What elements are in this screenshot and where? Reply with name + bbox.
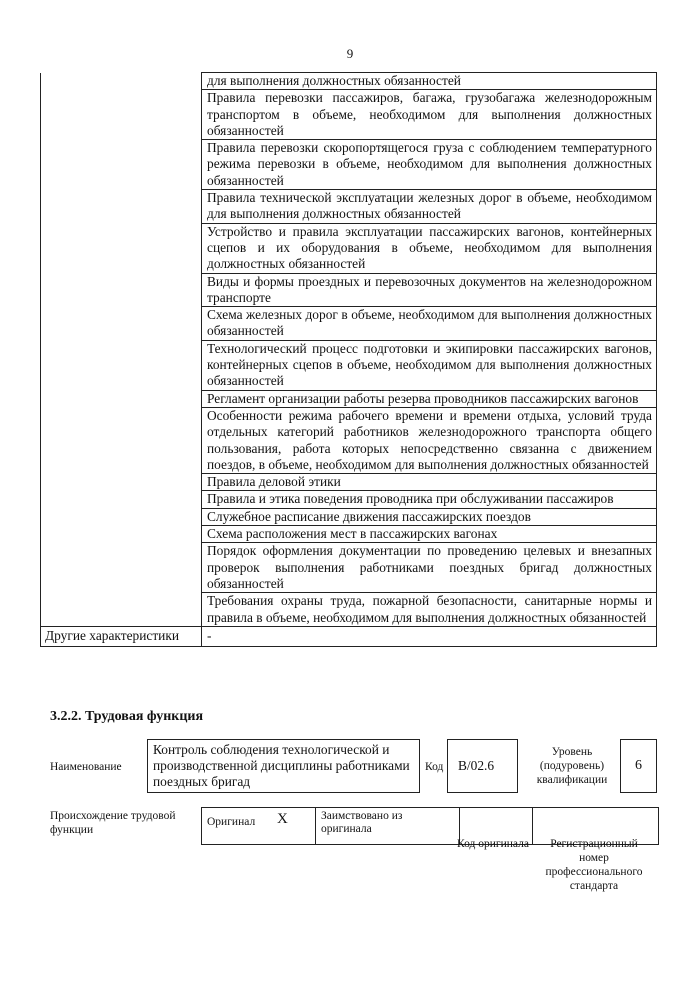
qualification-level-label: Уровень (подуровень) квалификации xyxy=(536,746,608,786)
row-label-cell xyxy=(41,73,202,627)
requirement-item: Служебное расписание движения пассажирских поездов xyxy=(202,508,657,525)
other-characteristics-value: - xyxy=(202,626,657,646)
section-title: 3.2.2. Трудовая функция xyxy=(50,709,204,724)
requirement-item: Порядок оформления документации по проведению целевых и внезапных проверок выполнения работниками поездных бригад должностных обязанностей xyxy=(202,543,657,593)
original-label: Оригинал xyxy=(202,808,273,845)
name-label: Наименование xyxy=(50,761,122,773)
requirement-item: Схема расположения мест в пассажирских вагонах xyxy=(202,526,657,543)
requirement-item: для выполнения должностных обязанностей xyxy=(202,73,657,90)
original-mark: X xyxy=(272,808,316,845)
qualification-level-value: 6 xyxy=(620,739,657,793)
requirement-item: Виды и формы проездных и перевозочных документов на железнодорожном транспорте xyxy=(202,273,657,307)
borrowed-label: Заимствовано из оригинала xyxy=(316,808,460,845)
requirement-item: Особенности режима рабочего времени и времени отдыха, условий труда отдельных категорий работников железнодорожного транспорта общего пользования, работа которых непосредственно связанна с движением поездов, в объеме, необходимом для выполнения должностных обязанностей xyxy=(202,407,657,473)
origin-label: Происхождение трудовой функции xyxy=(50,810,176,836)
requirement-item: Правила перевозки пассажиров, багажа, грузобагажа железнодорожным транспортом в объеме, необходимом для выполнения должностных обязанностей xyxy=(202,90,657,140)
table-row xyxy=(41,73,657,90)
requirement-item: Правила перевозки скоропортящегося груза с соблюдением температурного режима перевозки в объеме, необходимом для выполнения должностных обязанностей xyxy=(202,140,657,190)
function-name-value: Контроль соблюдения технологической и производственной дисциплины работниками поездных бригад xyxy=(147,739,420,793)
requirement-item: Требования охраны труда, пожарной безопасности, санитарные нормы и правила в объеме, необходимом для выполнения должностных обязанностей xyxy=(202,593,657,627)
page-number: 9 xyxy=(346,46,354,61)
original-code-note: Код оригинала xyxy=(457,838,529,850)
knowledge-requirements-table xyxy=(40,72,657,647)
requirement-item: Устройство и правила эксплуатации пассажирских вагонов, контейнерных сцепов и их оборудования в объеме, необходимом для выполнения должностных обязанностей xyxy=(202,223,657,273)
function-code-value: B/02.6 xyxy=(447,739,518,793)
code-label: Код xyxy=(425,761,444,773)
requirement-item: Технологический процесс подготовки и экипировки пассажирских вагонов, контейнерных сцепов в объеме, необходимом для выполнения должностных обязанностей xyxy=(202,340,657,390)
requirement-item: Схема железных дорог в объеме, необходимом для выполнения должностных обязанностей xyxy=(202,307,657,341)
requirement-item: Правила и этика поведения проводника при обслуживании пассажиров xyxy=(202,491,657,508)
registration-number-note: Регистрационный номер профессионального стандарта xyxy=(545,838,643,892)
requirement-item: Правила технической эксплуатации железных дорог в объеме, необходимом для выполнения должностных обязанностей xyxy=(202,190,657,224)
other-characteristics-row xyxy=(41,626,657,646)
requirement-item: Регламент организации работы резерва проводников пассажирских вагонов xyxy=(202,390,657,407)
requirement-item: Правила деловой этики xyxy=(202,474,657,491)
other-characteristics-label: Другие характеристики xyxy=(41,626,202,646)
